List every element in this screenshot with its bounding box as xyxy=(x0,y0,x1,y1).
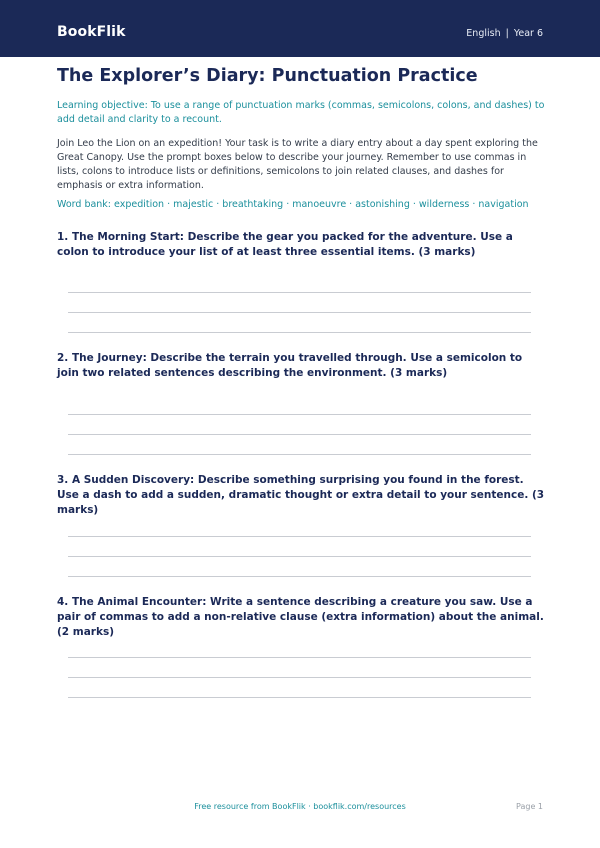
answer-line[interactable] xyxy=(68,292,531,293)
answer-line[interactable] xyxy=(68,414,531,415)
answer-line[interactable] xyxy=(68,454,531,455)
answer-line[interactable] xyxy=(68,697,531,698)
header-bar xyxy=(0,0,600,57)
answer-line[interactable] xyxy=(68,434,531,435)
answer-line[interactable] xyxy=(68,312,531,313)
question-1: 1. The Morning Start: Describe the gear you packed for the adventure. Use a colon to introduce your list of at least three essential items. (3 marks) xyxy=(57,231,513,258)
brand-logo-text: BookFlik xyxy=(57,24,126,40)
page-title: The Explorer’s Diary: Punctuation Practice xyxy=(57,66,478,86)
meta-separator: | xyxy=(505,28,509,39)
answer-line[interactable] xyxy=(68,556,531,557)
question-3: 3. A Sudden Discovery: Describe something surprising you found in the forest. Use a dash to add a sudden, dramatic thought or extra detail to your sentence. (3 marks) xyxy=(57,474,545,516)
learning-objective: Learning objective: To use a range of punctuation marks (commas, semicolons, colons, and dashes) to add detail and clarity to a recount. xyxy=(57,100,545,125)
word-bank: Word bank: expedition · majestic · breathtaking · manoeuvre · astonishing · wilderness · navigation xyxy=(57,199,529,210)
subject-label: English xyxy=(466,28,501,39)
question-4: 4. The Animal Encounter: Write a sentence describing a creature you saw. Use a pair of commas to add a non-relative clause (extra information) about the animal. (2 marks) xyxy=(57,596,544,638)
intro-paragraph: Join Leo the Lion on an expedition! Your task is to write a diary entry about a day spent exploring the Great Canopy. Use the prompt boxes below to describe your journey. Remember to use commas in lists, colons to introduce lists or definitions, semicolons to join related clauses, and dashes for emphasis or extra information. xyxy=(57,138,538,191)
answer-line[interactable] xyxy=(68,536,531,537)
year-label: Year 6 xyxy=(513,28,543,39)
question-2: 2. The Journey: Describe the terrain you travelled through. Use a semicolon to join two related sentences describing the environment. (3 marks) xyxy=(57,352,523,379)
footer-credit: Free resource from BookFlik · bookflik.com/resources xyxy=(194,802,406,811)
answer-line[interactable] xyxy=(68,332,531,333)
answer-line[interactable] xyxy=(68,677,531,678)
answer-line[interactable] xyxy=(68,657,531,658)
header-meta xyxy=(466,28,543,39)
page-number: Page 1 xyxy=(516,802,543,811)
answer-line[interactable] xyxy=(68,576,531,577)
